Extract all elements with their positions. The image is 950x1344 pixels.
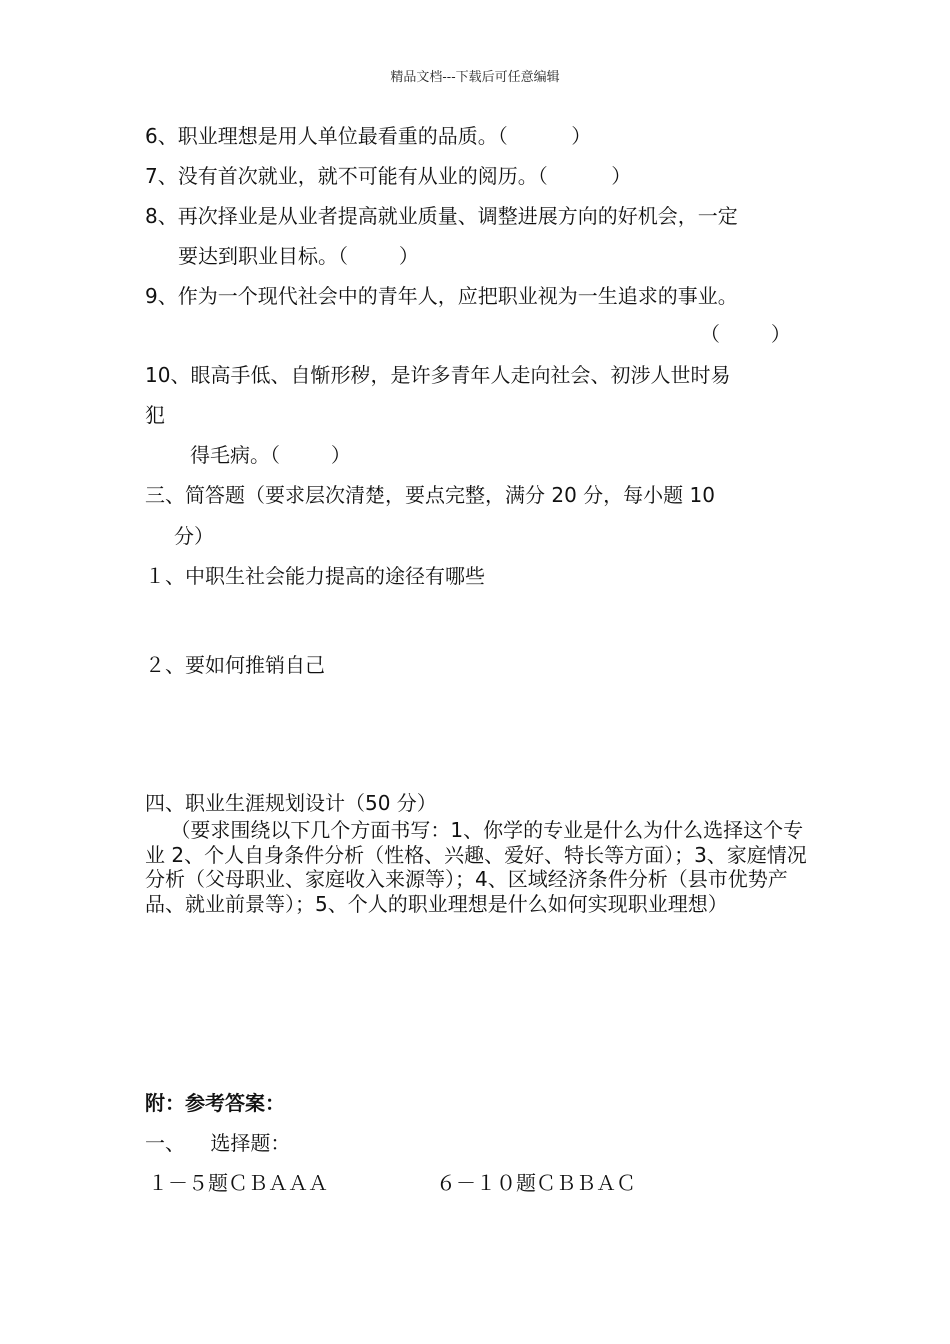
question-10-line-2: 犯 (145, 403, 165, 427)
answers-row-1-5: １－５题ＣＢＡＡＡ (148, 1171, 328, 1195)
question-9-line-2: （ ） (700, 322, 791, 346)
question-7: 7、没有首次就业，就不可能有从业的阅历。（ ） (145, 164, 632, 188)
answers-title: 附：参考答案： (145, 1091, 285, 1115)
question-10-line-1: 10、眼高手低、自惭形秽，是许多青年人走向社会、初涉人世时易 (145, 363, 731, 387)
question-10-line-3: 得毛病。（ ） (190, 443, 351, 467)
page-header: 精品文档---下载后可任意编辑 (390, 70, 560, 85)
section-3-title-line-1: 三、简答题（要求层次清楚，要点完整，满分 20 分，每小题 10 (145, 483, 715, 507)
section-3-item-1: １、中职生社会能力提高的途径有哪些 (145, 564, 485, 588)
section-4-title: 四、职业生涯规划设计（50 分） (145, 791, 437, 815)
question-9-line-1: 9、作为一个现代社会中的青年人，应把职业视为一生追求的事业。 (145, 284, 738, 308)
answers-section-1: 一、 选择题： (145, 1131, 291, 1155)
section-3-title-line-2: 分） (174, 524, 214, 548)
question-6: 6、职业理想是用人单位最看重的品质。（ ） (145, 124, 592, 148)
question-8-line-2: 要达到职业目标。（ ） (178, 244, 419, 268)
question-8-line-1: 8、再次择业是从业者提高就业质量、调整进展方向的好机会，一定 (145, 204, 738, 228)
section-3-item-2: ２、要如何推销自己 (145, 653, 325, 677)
answers-row-6-10: ６－１０题ＣＢＢＡＣ (436, 1171, 636, 1195)
section-4-instructions: （要求围绕以下几个方面书写：1、你学的专业是什么为什么选择这个专业 2、个人自身条件分析（性格、兴趣、爱好、特长等方面）；3、家庭情况分析（父母职业、家庭收入来源等）；4、区域经济条件分析（县市优势产品、就业前景等）；5、个人的职业理想是什么如何实现职业理想） (145, 818, 807, 916)
